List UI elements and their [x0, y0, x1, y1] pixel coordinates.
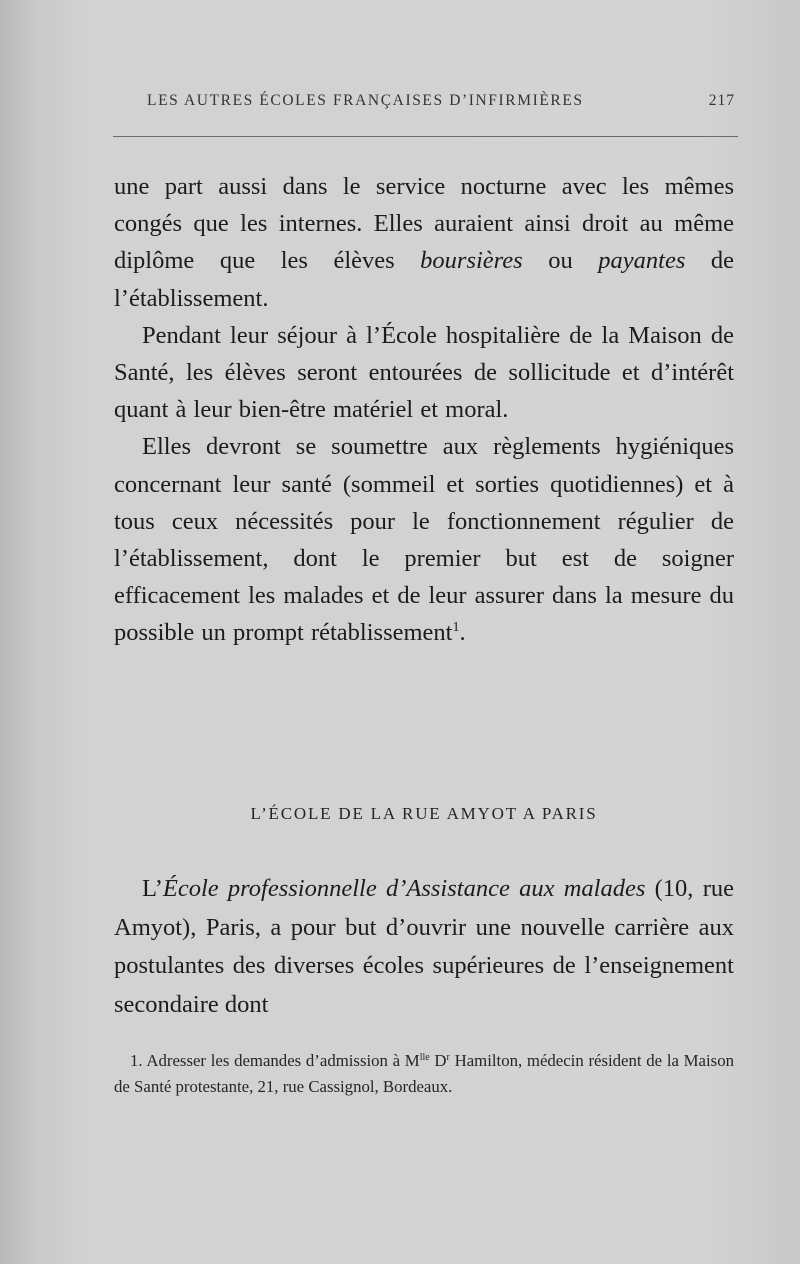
section-paragraph	[114, 870, 734, 1024]
footnote-sup-r: r	[446, 1052, 450, 1063]
section-heading: L’ÉCOLE DE LA RUE AMYOT A PARIS	[250, 804, 598, 823]
paragraph-3-end: .	[459, 619, 466, 647]
footnote-reference[interactable]: 1	[452, 620, 460, 636]
paragraph-3-text: Elles devront se soumettre aux règlements hygiéniques concernant leur santé (sommeil et sorties quotidiennes) et à tous ceux nécessités pour le fonctionnement régulier de l’établissement, dont le premier but est de soigner efficacement les malades et de leur assurer dans la mesure du possible un prompt rétablissement	[114, 433, 734, 647]
running-title: LES AUTRES ÉCOLES FRANÇAISES D’INFIRMIÈRES	[147, 92, 584, 109]
paragraph-1-end: de l’établissement.	[114, 247, 735, 312]
main-text	[114, 168, 734, 652]
italic-school-name: École professionnelle d’Assistance aux malades	[162, 875, 646, 902]
paragraph-3	[114, 428, 734, 651]
italic-payantes: payantes	[598, 247, 686, 275]
section-paragraph-lead: L’	[142, 875, 163, 902]
paragraph-1	[114, 168, 734, 317]
paragraph-1-text: une part aussi dans le service nocturne avec les mêmes congés que les internes. Elles auraient ainsi droit au même diplôme que les élèves	[114, 173, 734, 275]
footnote	[114, 1048, 734, 1099]
footnote-sup-lle: lle	[419, 1052, 430, 1063]
footnote-text-start: Adresser les demandes d’admission à M	[142, 1051, 420, 1070]
running-header	[147, 92, 737, 110]
page-number: 217	[708, 92, 735, 109]
paragraph-1-conj: ou	[522, 247, 599, 275]
footnote-text-mid: D	[429, 1051, 447, 1070]
footnote-text	[114, 1048, 734, 1099]
paragraph-2: Pendant leur séjour à l’École hospitalière de la Maison de Santé, les élèves seront entourées de sollicitude et d’intérêt quant à leur bien-être matériel et moral.	[114, 321, 734, 424]
footnote-number: 1.	[130, 1051, 143, 1070]
section-paragraph-text: (10, rue Amyot), Paris, a pour but d’ouvrir une nouvelle carrière aux postulantes des diverses écoles supérieures de l’enseignement secondaire dont	[114, 875, 734, 1018]
footnote-text-end: Hamilton, médecin résident de la Maison de Santé protestante, 21, rue Cassignol, Bordeaux.	[114, 1051, 734, 1096]
section-text	[114, 870, 734, 1024]
header-rule	[113, 136, 738, 137]
italic-boursieres: boursières	[420, 247, 523, 275]
